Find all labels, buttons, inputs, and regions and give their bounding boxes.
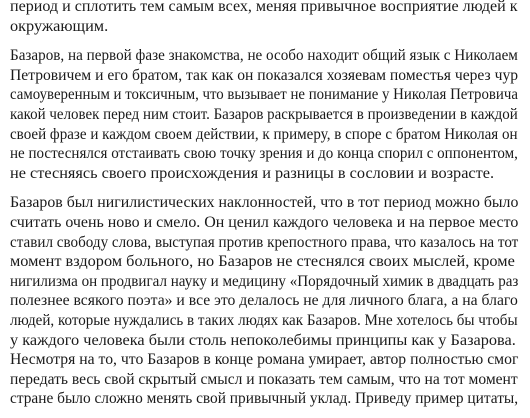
text-line: самоуверенным и токсичным, что вызывает не понимание у Николая Петровича [10, 84, 518, 104]
paragraph-first-acquaintance [10, 45, 518, 182]
text-line: своей фразе и каждом своем действии, к примеру, в споре с братом Николая он [10, 123, 518, 143]
text-line: период и сплотить тем самым всех, меняя привычное восприятие людей к [10, 0, 518, 15]
text-line: Несмотря на то, что Базаров в конце романа умирает, автор полностью смог [10, 349, 519, 369]
text-line: людей, которые нуждались в таких людях как Базаров. Мне хотелось бы чтобы [10, 309, 518, 329]
text-line: не постеснялся отстаивать свою точку зрения и до конца спорил с оппонентом, [10, 143, 518, 163]
text-line: не стесняясь своего происхождения и разницы в сословии и возрасте. [10, 162, 495, 182]
text-line: Базаров, на первой фазе знакомства, не особо находит общий язык с Николаем [10, 45, 518, 65]
text-line: полезнее всякого поэта» и все это делалось не для личного блага, а на благо [10, 290, 518, 310]
text-line: нигилизма он продвигал науку и медицину «Порядочный химик в двадцать раз [10, 270, 519, 290]
text-line: передать весь свой скрытый смысл и показать тем самым, что на тот момент [10, 368, 518, 388]
text-line: какой человек перед ним стоит. Базаров раскрывается в произведении в каждой [10, 103, 518, 123]
text-line: Петровичем и его братом, так как он показался хозяевам поместья через чур [10, 64, 519, 84]
paragraph-nihilism [10, 192, 518, 408]
text-line: момент вздором больного, но Базаров не стеснялся своих мыслей, кроме [10, 251, 515, 271]
text-line: Базаров был нигилистических наклонностей, что в тот период можно было [10, 192, 519, 212]
text-line: у каждого человека были столь непоколебимы принципы как у Базарова. [10, 329, 516, 349]
text-line: ставил свободу слова, выступая против крепостного права, что казалось на тот [10, 231, 519, 251]
paragraph-intro-tail [10, 0, 518, 35]
text-line: считать очень ново и смело. Он ценил каждого человека и на первое место [10, 211, 519, 231]
text-line: окружающим. [10, 15, 109, 35]
text-line: стране было сложно менять свой привычный уклад. Приведу пример цитаты, [10, 388, 519, 408]
